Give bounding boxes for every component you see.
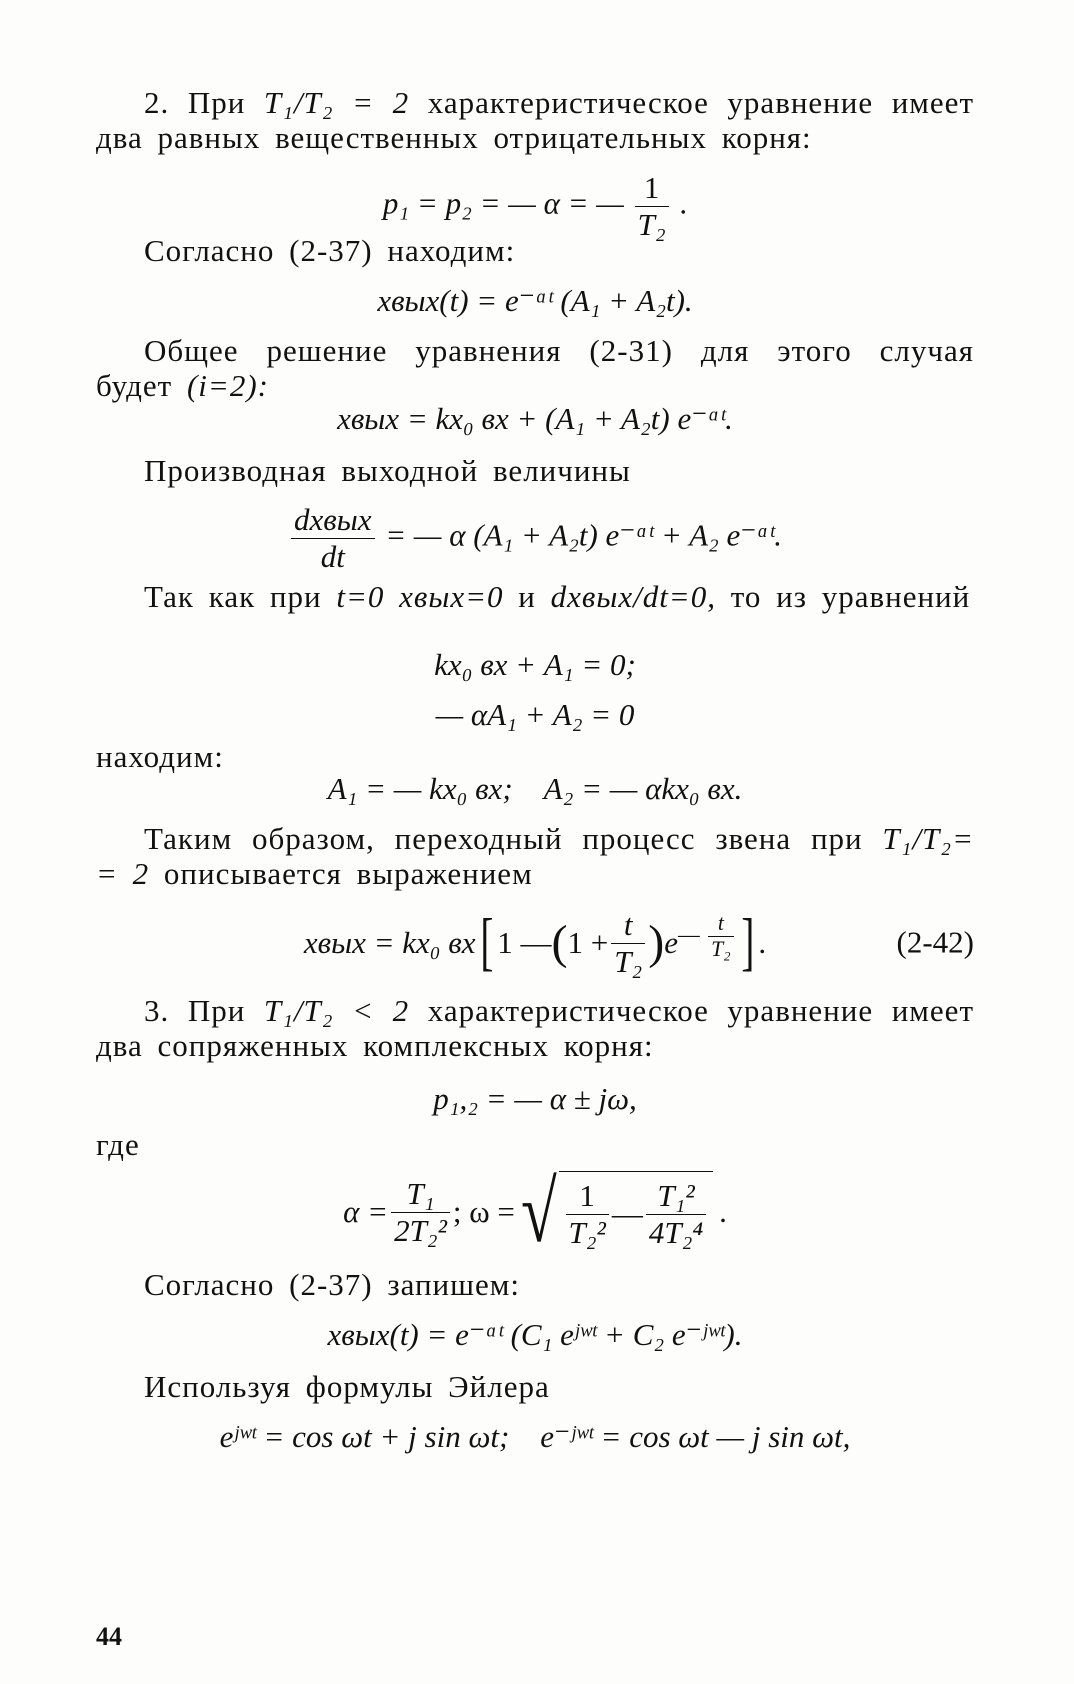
equation-equal-roots: p₁ = p₂ = — α = — $\frac{1}{\text{T₂}}$ . — [382, 170, 688, 242]
paragraph-case-3: 3. При T₁/T₂ < 2 характеристическое уравнение имеет два сопряженных комплексных корня: — [96, 993, 974, 1063]
equation-system-1: kx₀ вх + A₁ = 0; — [434, 647, 636, 682]
equation-complex-form: xвых(t) = e⁻ᵅᵗ (C₁ eʲʷᵗ + C₂ e⁻ʲʷᵗ). — [327, 1317, 743, 1352]
equation-alpha-omega: α = $\frac{\text{T₁}}{\text{2T₂²}}$ ; ω = √ $\frac{1}{\text{T₂²}}$ — $\frac{\text{T₁²}}{\text{4T₂⁴}}$ . — [343, 1163, 727, 1260]
equation-complex-roots: p₁,₂ = — α ± jω, — [433, 1081, 637, 1116]
fraction-t-over-t2: $\frac{t}{\text{T₂}}$ — [611, 907, 645, 979]
equation-2-42: xвых = kx₀ вх [ 1 — ( 1 + $\frac{t}{\text{T₂}}$ ) e — $\frac{t}{\text{T₂}}$ ] . (2-42) — [303, 906, 974, 979]
paragraph-derivative: Производная выходной величины — [144, 453, 631, 488]
paragraph-general-solution: Общее решение уравнения (2-31) для этого случая будет (i=2): — [96, 333, 974, 403]
equation-number-2-42: (2-42) — [896, 924, 974, 960]
page-number: 44 — [96, 1622, 122, 1651]
paragraph-transient-process: Таким образом, переходный процесс звена при T₁/T₂= = 2 описывается выражением — [96, 821, 974, 891]
equation-derivative: $\frac{\text{dxвых}}{dt}$ = — α (A₁ + A₂t) e⁻ᵅᵗ + A₂ e⁻ᵅᵗ. — [96, 502, 974, 574]
case-2-condition: T₁/T₂ = 2 — [263, 85, 410, 120]
paragraph-where: где — [96, 1127, 140, 1162]
paragraph-according-2-37: Согласно (2-37) находим: — [144, 233, 516, 268]
fraction-dx-dt: $\frac{\text{dxвых}}{dt}$ — [291, 502, 374, 574]
paragraph-we-find: находим: — [96, 739, 224, 774]
case-2-text: характеристическое уравнение имеет два равных вещественных отрицательных корня: — [96, 85, 974, 155]
equation-xout-t: xвых(t) = e⁻ᵅᵗ (A₁ + A₂t). — [377, 283, 693, 318]
paragraph-euler: Используя формулы Эйлера — [144, 1369, 550, 1404]
paragraph-write-down: Согласно (2-37) запишем: — [144, 1267, 521, 1302]
case-2-lead: 2. При — [144, 85, 246, 120]
equation-system-2: — αA₁ + A₂ = 0 — [435, 697, 635, 732]
exponent-minus-t-over-t2: — $\frac{t}{\text{T₂}}$ — [678, 911, 737, 962]
equation-general-solution: xвых = kx₀ вх + (A₁ + A₂t) e⁻ᵅᵗ. — [337, 401, 733, 436]
equation-euler-formulas: eʲʷᵗ = cos ωt + j sin ωt; e⁻ʲʷᵗ = cos ωt — j sin ωt, — [219, 1419, 851, 1454]
square-root: √ $\frac{1}{\text{T₂²}}$ — $\frac{\text{T₁²}}{\text{4T₂⁴}}$ — [515, 1171, 713, 1253]
paragraph-case-2 — [96, 86, 974, 155]
radical-sign-icon: √ — [520, 1163, 557, 1260]
fraction-one-over-t2-squared: $\frac{1}{\text{T₂²}}$ — [566, 1178, 609, 1250]
fraction-t1sq-over-4t2: $\frac{\text{T₁²}}{\text{4T₂⁴}}$ — [646, 1178, 706, 1250]
fraction-alpha: $\frac{\text{T₁}}{\text{2T₂²}}$ — [391, 1176, 450, 1248]
fraction-one-over-t2: $\frac{1}{\text{T₂}}$ — [635, 170, 669, 242]
paragraph-initial-conditions: Так как при t=0 xвых=0 и dxвых/dt=0, то из уравнений — [144, 579, 971, 614]
equation-constants: A₁ = — kx₀ вх; A₂ = — αkx₀ вх. — [327, 771, 743, 806]
